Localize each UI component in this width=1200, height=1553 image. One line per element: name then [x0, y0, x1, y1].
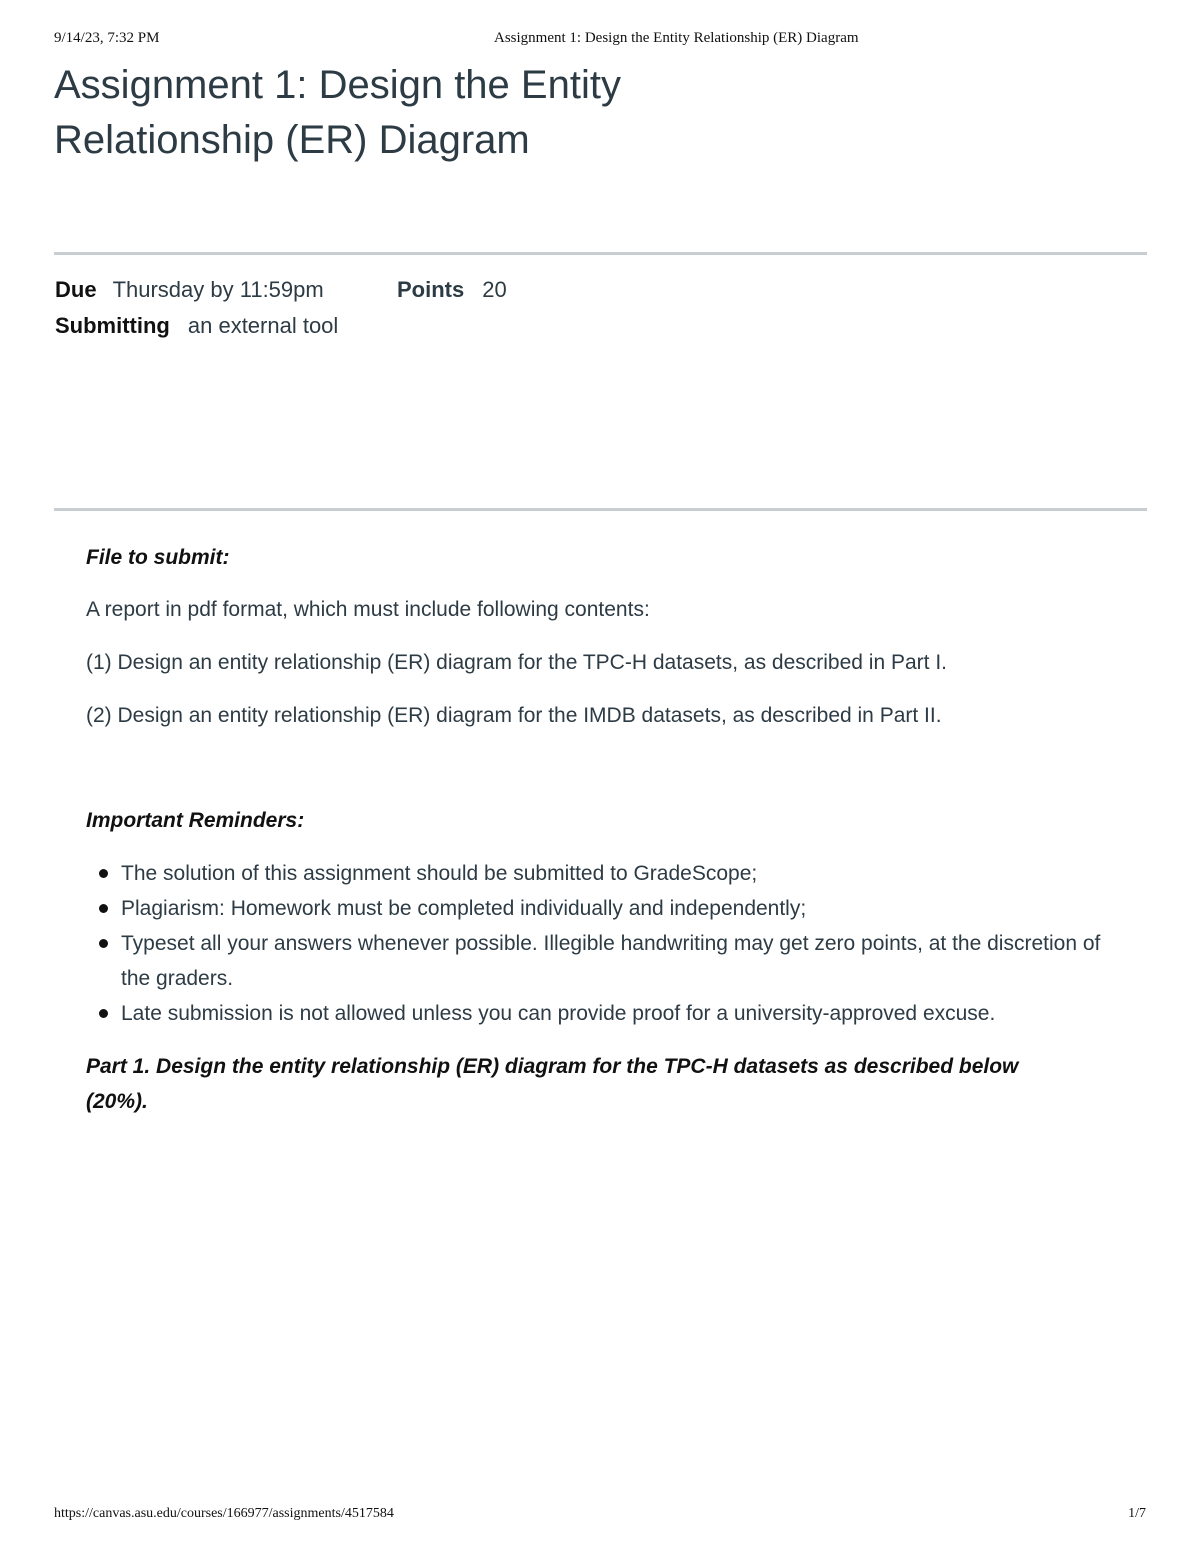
- content-item: (1) Design an entity relationship (ER) diagram for the TPC-H datasets, as described in Part I.: [86, 651, 947, 674]
- bullet-icon: [99, 1009, 108, 1018]
- print-header: [54, 30, 1146, 50]
- reminder-text: Late submission is not allowed unless you can provide proof for a university-approved excuse.: [121, 1002, 996, 1025]
- list-item: [121, 891, 1126, 926]
- details-divider: [54, 508, 1147, 511]
- important-reminders-heading: Important Reminders:: [86, 809, 305, 832]
- assignment-description: [86, 540, 1126, 1119]
- page-url: https://canvas.asu.edu/courses/166977/assignments/4517584: [54, 1506, 394, 1521]
- points-label: Points: [397, 277, 465, 302]
- content-item: (2) Design an entity relationship (ER) diagram for the IMDB datasets, as described in Part II.: [86, 704, 942, 727]
- list-item: [121, 996, 1126, 1031]
- part1-heading: Part 1. Design the entity relationship (ER) diagram for the TPC-H datasets as described below (20%).: [86, 1055, 1019, 1113]
- report-intro: A report in pdf format, which must include following contents:: [86, 598, 650, 621]
- bullet-icon: [99, 869, 108, 878]
- submitting-value: an external tool: [187, 313, 339, 338]
- submitting-row: [55, 311, 338, 341]
- submitting-label: Submitting: [55, 313, 170, 338]
- print-datetime: 9/14/23, 7:32 PM: [54, 30, 160, 46]
- list-item: [121, 926, 1126, 996]
- page-title: Assignment 1: Design the Entity Relationship (ER) Diagram: [54, 63, 621, 162]
- bullet-icon: [99, 939, 108, 948]
- print-page-title: Assignment 1: Design the Entity Relationship (ER) Diagram: [494, 30, 859, 46]
- list-item: [121, 856, 1126, 891]
- reminder-text: Typeset all your answers whenever possible. Illegible handwriting may get zero points, at the discretion of the graders.: [121, 932, 1101, 990]
- due-row: [55, 275, 324, 305]
- reminder-text: Plagiarism: Homework must be completed individually and independently;: [121, 897, 807, 920]
- page-number: 1/7: [1128, 1506, 1146, 1521]
- print-footer: [54, 1506, 1146, 1526]
- due-label: Due: [55, 277, 97, 302]
- points-row: [397, 275, 507, 305]
- points-value: 20: [482, 277, 507, 302]
- reminder-text: The solution of this assignment should be submitted to GradeScope;: [121, 862, 758, 885]
- due-value: Thursday by 11:59pm: [112, 277, 324, 302]
- title-divider: [54, 252, 1147, 255]
- bullet-icon: [99, 904, 108, 913]
- reminders-list: [86, 856, 1126, 1031]
- file-to-submit-heading: File to submit:: [86, 546, 230, 569]
